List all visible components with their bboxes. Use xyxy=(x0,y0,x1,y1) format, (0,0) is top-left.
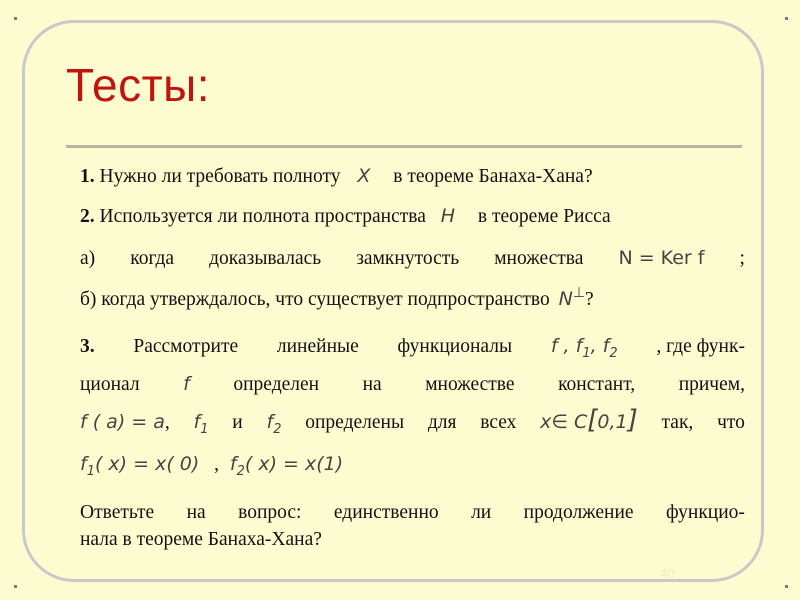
f-letter: f xyxy=(266,411,274,433)
conjunction-and: и xyxy=(232,412,243,433)
question-3-number: 3. xyxy=(80,336,95,357)
page-number: 40 xyxy=(660,566,675,581)
question-2-text-b: в теореме Рисса xyxy=(477,206,611,227)
answer-word: ли xyxy=(471,502,492,523)
q3-word: определены xyxy=(305,412,405,433)
answer-line-1 xyxy=(80,499,745,527)
q3-word: для xyxy=(427,412,457,433)
slide-title: Тесты: xyxy=(66,59,211,111)
answer-word: продолжение xyxy=(523,502,634,523)
question-1 xyxy=(80,162,745,191)
comma: , xyxy=(214,454,220,475)
corner-dot xyxy=(14,585,17,588)
corner-dot xyxy=(785,17,788,20)
f-of-a-group xyxy=(80,408,170,437)
subscript-2: 2 xyxy=(273,422,282,437)
corner-dot xyxy=(785,585,788,588)
answer-word: Ответьте xyxy=(80,502,155,523)
q3-word: так, xyxy=(661,412,694,433)
f2-expression: ( x) = x(1) xyxy=(244,453,344,475)
answer-line-2: нала в теореме Банаха-Хана? xyxy=(80,529,322,550)
formula-f2-x xyxy=(229,453,344,479)
f1-expression: ( x) = x( 0) xyxy=(94,453,200,475)
comma: , xyxy=(164,412,170,433)
func-f2 xyxy=(266,408,281,439)
q3-word: ционал xyxy=(80,374,140,395)
corner-dot xyxy=(14,17,17,20)
item-a-word: когда xyxy=(130,248,175,269)
item-a-word: множества xyxy=(494,248,584,269)
question-2-number: 2. xyxy=(80,206,95,227)
q3-word: множестве xyxy=(425,374,515,395)
item-b-text: б) когда утверждалось, что существует подпространство xyxy=(80,289,550,310)
answer-word: на xyxy=(186,502,206,523)
func-f: f xyxy=(183,373,190,395)
item-a-word: замкнутость xyxy=(356,248,460,269)
subscript-2: 2 xyxy=(609,346,618,361)
formula-n-base: N xyxy=(558,288,573,310)
func-f-f1: f , f xyxy=(550,335,583,357)
question-1-number: 1. xyxy=(80,166,95,187)
formula-f-a-equals-a: f ( a) = a xyxy=(80,411,165,433)
subscript-1: 1 xyxy=(582,346,591,361)
f-letter: f xyxy=(193,411,201,433)
variable-h: H xyxy=(440,205,456,227)
question-2-text-a: Используется ли полнота пространства xyxy=(99,206,426,227)
title-divider xyxy=(66,145,742,148)
formula-x-in-c01 xyxy=(540,406,638,436)
question-3-line-1 xyxy=(80,332,745,363)
q3-word: определен xyxy=(233,374,320,395)
subscript-2: 2 xyxy=(236,464,245,479)
func-f1 xyxy=(194,408,209,439)
q3-word: линейные xyxy=(276,336,359,357)
right-bracket: ] xyxy=(627,405,638,435)
question-2 xyxy=(80,202,745,231)
subscript-1: 1 xyxy=(86,464,95,479)
question-2-item-b xyxy=(80,285,745,315)
subscript-1: 1 xyxy=(200,422,209,437)
question-3-line-3 xyxy=(80,406,745,439)
f-letter: f xyxy=(229,453,237,475)
variable-x: X xyxy=(357,165,371,187)
answer-word: единственно xyxy=(333,502,439,523)
f-letter: f xyxy=(80,453,87,475)
item-a-tail: ; xyxy=(739,248,745,269)
question-1-text-a: Нужно ли требовать полноту xyxy=(99,166,341,187)
func-f2: , f xyxy=(590,335,610,357)
formula-f1-x xyxy=(80,453,200,479)
left-bracket: [ xyxy=(587,405,598,435)
q3-word: всех xyxy=(480,412,517,433)
q3-word: на xyxy=(362,374,382,395)
q3-word: что xyxy=(717,412,745,433)
q3-line-1-tail: , где функ- xyxy=(656,336,745,357)
x-in-c: x∈ C xyxy=(540,411,588,433)
formula-n-ker-f: N = Ker f xyxy=(618,247,705,269)
q3-word: причем, xyxy=(678,374,745,395)
q3-word: констант, xyxy=(558,374,636,395)
question-3-line-2 xyxy=(80,370,745,399)
item-a-word: доказывалась xyxy=(209,248,322,269)
q3-word: Рассмотрите xyxy=(133,336,239,357)
item-b-tail: ? xyxy=(585,289,594,310)
functionals-list xyxy=(551,332,618,363)
interval: 0,1 xyxy=(597,411,628,433)
answer-word: функцио- xyxy=(666,502,745,523)
answer-word: вопрос: xyxy=(238,502,302,523)
perp-symbol: ⊥ xyxy=(572,285,586,301)
question-3-line-4 xyxy=(80,450,745,481)
question-1-text-b: в теореме Банаха-Хана? xyxy=(393,166,593,187)
formula-n-perp xyxy=(558,285,586,310)
question-2-item-a xyxy=(80,244,745,273)
q3-word: функционалы xyxy=(397,336,513,357)
item-a-word: а) xyxy=(80,248,96,269)
